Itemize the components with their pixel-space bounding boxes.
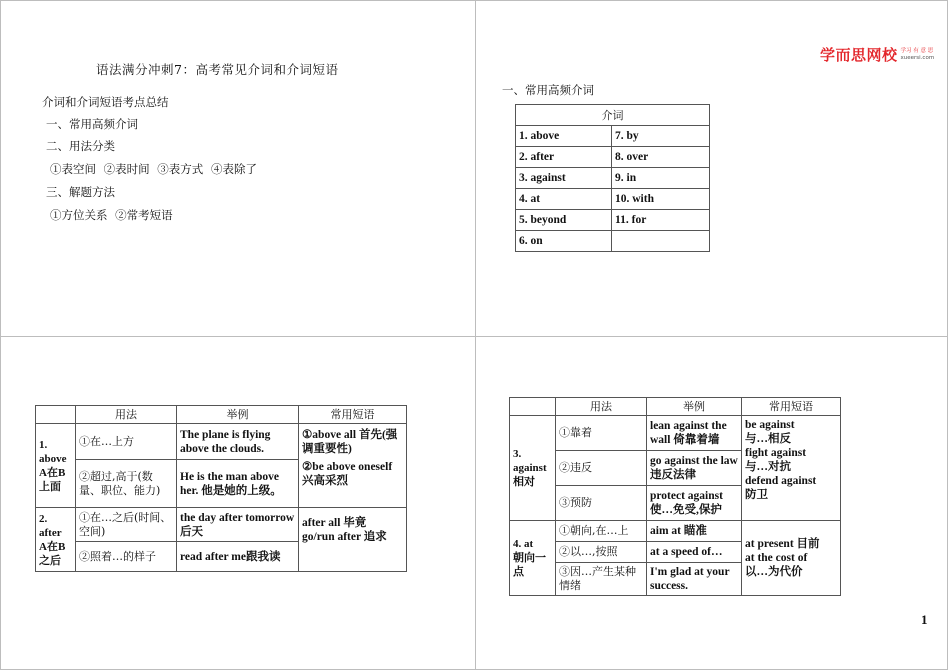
section-heading: 一、常用高频介词 bbox=[502, 83, 594, 97]
table-row: 2. after 8. over bbox=[516, 147, 710, 168]
table-row: ②违反 go against the law 违反法律 bbox=[510, 451, 841, 486]
col-usage: 用法 bbox=[76, 406, 177, 424]
col-phrases: 常用短语 bbox=[299, 406, 407, 424]
usage-table-against-at bbox=[509, 397, 841, 596]
table-row: ③因…产生某种情绪 I'm glad at your success. bbox=[510, 563, 841, 596]
usage-table-above-after bbox=[35, 405, 407, 572]
outline-item-1: 一、常用高频介词 bbox=[46, 117, 138, 131]
page-title: 语法满分冲刺7：高考常见介词和介词短语 bbox=[96, 62, 339, 77]
logo-subtext: 学习 有 意 思 xueersi.com bbox=[900, 47, 935, 61]
crop-mark bbox=[475, 0, 476, 8]
table-row: 3. against 相对 ①靠着 lean against the wall 倚靠着墙 be against 与…相反 fight against 与…对抗 defend against 防卫 bbox=[510, 416, 841, 451]
summary-heading: 介词和介词短语考点总结 bbox=[42, 95, 169, 109]
vertical-divider bbox=[475, 0, 476, 670]
outline-subitems-3: ①方位关系 ②常考短语 bbox=[50, 208, 173, 222]
outline-item-2: 二、用法分类 bbox=[46, 139, 115, 153]
preposition-table bbox=[515, 104, 710, 252]
horizontal-divider bbox=[0, 336, 948, 337]
table-header-row bbox=[510, 398, 841, 416]
table-header-row bbox=[36, 406, 407, 424]
table-row: ③预防 protect against 使…免受,保护 bbox=[510, 486, 841, 521]
outline-item-3: 三、解题方法 bbox=[46, 185, 115, 199]
word-cell: 1. above A在B 上面 bbox=[36, 424, 76, 508]
table-row: 3. against 9. in bbox=[516, 168, 710, 189]
logo-text: 学而思网校 bbox=[820, 46, 898, 64]
table-row: 1. above 7. by bbox=[516, 126, 710, 147]
outline-subitems-2: ①表空间 ②表时间 ③表方式 ④表除了 bbox=[50, 162, 257, 176]
table-row: 5. beyond 11. for bbox=[516, 210, 710, 231]
table-row: ②超过,高于(数量、职位、能力) He is the man above her. 他是她的上级。 ②be above oneself 兴高采烈 bbox=[36, 460, 407, 508]
table-row: 1. above A在B 上面 ①在…上方 The plane is flying above the clouds. ①above all 首先(强调重要性) bbox=[36, 424, 407, 460]
col-usage: 用法 bbox=[556, 398, 647, 416]
col-phrases: 常用短语 bbox=[742, 398, 841, 416]
page-number: 1 bbox=[921, 612, 928, 627]
table-row: 2. after A在B 之后 ①在…之后(时间、空间) the day after tomorrow 后天 after all 毕竟 go/run after 追求 bbox=[36, 508, 407, 542]
word-cell: 3. against 相对 bbox=[510, 416, 556, 521]
word-cell: 4. at 朝向一 点 bbox=[510, 521, 556, 596]
table-row: ②以…,按照 at a speed of… bbox=[510, 542, 841, 563]
brand-logo bbox=[820, 44, 934, 65]
table-row: 6. on bbox=[516, 231, 710, 252]
word-cell: 2. after A在B 之后 bbox=[36, 508, 76, 572]
table-row: ②照着…的样子 read after me跟我读 bbox=[36, 542, 407, 572]
table-row: 4. at 朝向一 点 ①朝向,在…上 aim at 瞄准 at present 目前 at the cost of 以…为代价 bbox=[510, 521, 841, 542]
col-example: 举例 bbox=[647, 398, 742, 416]
col-example: 举例 bbox=[177, 406, 299, 424]
table-header: 介词 bbox=[516, 105, 710, 126]
table-row: 4. at 10. with bbox=[516, 189, 710, 210]
